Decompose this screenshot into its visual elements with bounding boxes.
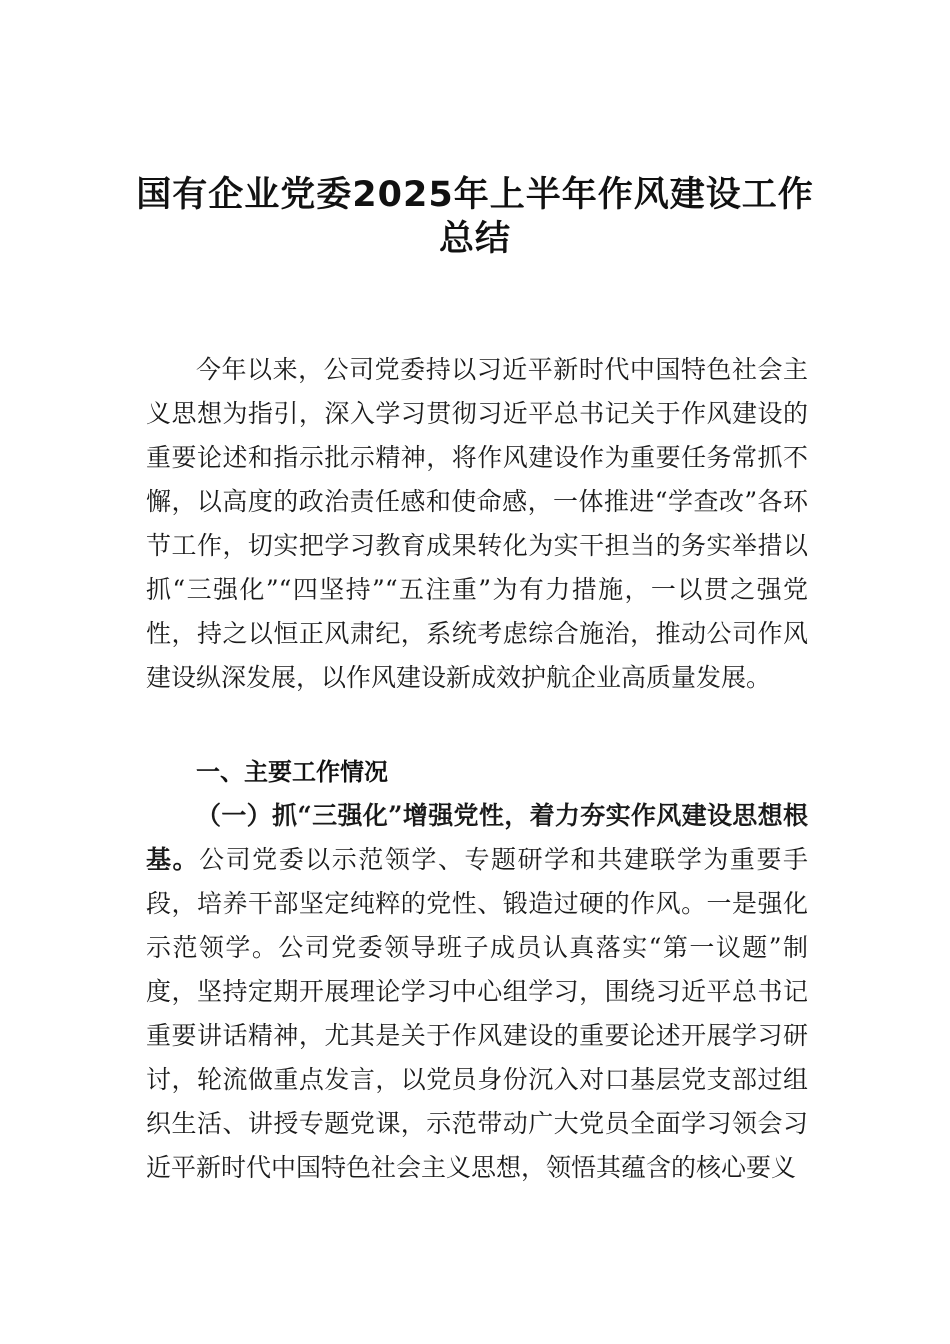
subsection-1-paragraph (146, 794, 808, 1190)
document-title-line-2: 总结 (438, 219, 511, 259)
intro-paragraph: 今年以来，公司党委持以习近平新时代中国特色社会主义思想为指引，深入学习贯彻习近平总书记关于作风建设的重要论述和指示批示精神，将作风建设作为重要任务常抓不懈，以高度的政治责任感和使命感，一体推进“学查改”各环节工作，切实把学习教育成果转化为实干担当的务实举措以抓“三强化”“四坚持”“五注重”为有力措施，一以贯之强党性，持之以恒正风肃纪，系统考虑综合施治，推动公司作风建设纵深发展，以作风建设新成效护航企业高质量发展。 (146, 355, 808, 692)
subsection-1-lead: （一）抓“三强化”增强党性，着力夯实作风建设思想根基。 (146, 801, 808, 874)
document-title-line-1: 国有企业党委2025年上半年作风建设工作 (136, 175, 814, 215)
subsection-1-body: 公司党委以示范领学、专题研学和共建联学为重要手段，培养干部坚定纯粹的党性、锻造过硬的作风。一是强化示范领学。公司党委领导班子成员认真落实“第一议题”制度，坚持定期开展理论学习中心组学习，围绕习近平总书记重要讲话精神，尤其是关于作风建设的重要论述开展学习研讨，轮流做重点发言，以党员身份沉入对口基层党支部过组织生活、讲授专题党课，示范带动广大党员全面学习领会习近平新时代中国特色社会主义思想，领悟其蕴含的核心要义 (146, 845, 808, 1182)
section-1-heading: 一、主要工作情况 (196, 758, 388, 786)
